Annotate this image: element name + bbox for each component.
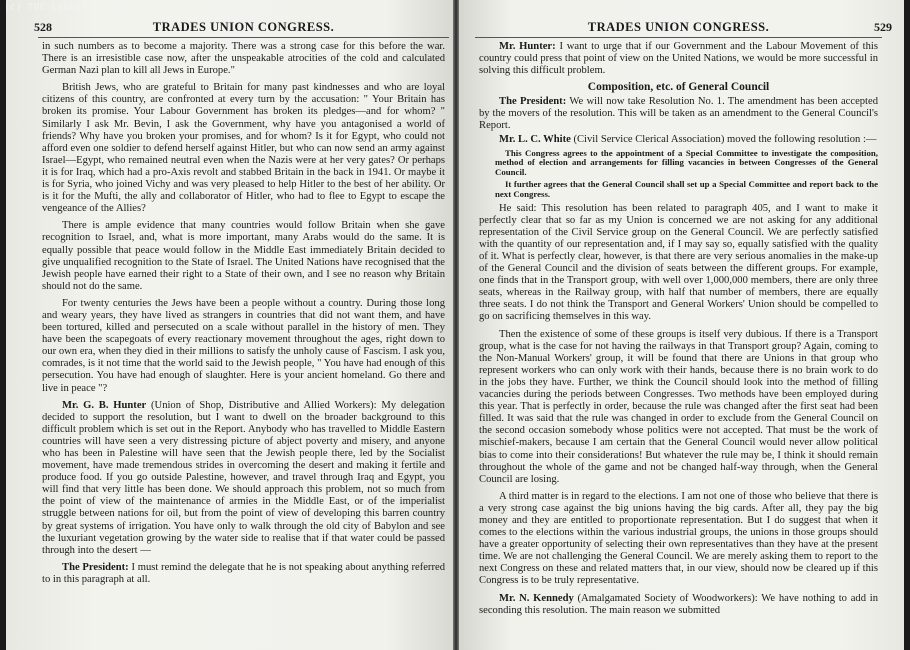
left-paragraph-2: British Jews, who are grateful to Britain for many past kindnesses and who are loyal citizens of this country, are confronted at every turn by the accusation: " Your Britain has broken its promise. Your Labour Government has broken its pledges—and for whom? " Similarly I ask Mr. Bevin, I ask the Government, why have you antagonised a world of friends? Why have you broken your promises, and for whom? Is it for Egypt, who could not afford even one soldier to defend herself against Hitler, but who can now send an army against Israel—Egypt, who remained neutral even when the Nazis were at her very gates? Or perhaps it is for Iraq, which had a pro-Axis revolt and stabbed Britain in the back in 1941. Or maybe it is for Syria, who joined Vichy and was very pleased to help Hitler to the best of her ability. Or is it for the Mufti, the ally and collaborator of Hitler, who had to flee to Egypt to escape the vengeance of the Allies? [42,82,445,215]
left-paragraph-1: in such numbers as to become a majority. There was a strong case for this before the war. There is an irresistible case now, after the unspeakable atrocities of the cold and calculated German Nazi plan to kill all Jews in Europe." [42,41,445,77]
speaker-name: Mr. G. B. Hunter [62,399,147,411]
speaker-name: Mr. L. C. White [499,133,571,145]
speech-text: I want to urge that if our Government and the Labour Movement of this country could press that point of view on the United Nations, we would be more successful in solving this difficult problem. [479,41,878,77]
speaker-affiliation: (Union of Shop, Distributive and Allied Workers): [146,399,382,411]
left-running-title: TRADES UNION CONGRESS. [152,20,335,34]
right-page-number: 529 [874,20,892,34]
left-paragraph-hunter [42,400,445,557]
speech-text: I must remind the delegate that he is not speaking about anything referred to in this paragraph at all. [42,561,445,585]
resolution-text-2: It further agrees that the General Council shall set up a Special Committee and report back to the next Congress. [495,179,878,200]
left-running-head [34,20,445,36]
speech-text: (Amalgamated Society of Woodworkers): We have nothing to add in seconding this resolution. The main reason we submitted [479,592,878,616]
left-body [42,41,445,586]
speaker-name: The President: [499,96,567,108]
speaker-name: The President: [62,561,129,573]
left-paragraph-4: For twenty centuries the Jews have been a people without a country. During those long and weary years, they have lived as strangers in countries that did not want them, and have been tortured, killed and persecuted on a scale without parallel in the history of men. They have been the scapegoats of every reactionary movement throughout the ages, right down to our own era, when they died in their millions to satisfy the unholy cause of Fascism. I ask you, comrades, is it not time that the world said to the Jewish people, " You have had enough of this persecution. You have had enough of slaughter. Here is your ancient homeland. Go there and live in peace "? [42,297,445,394]
left-paragraph-president [42,562,445,586]
right-paragraph-white [479,134,878,146]
resolution-text-1: This Congress agrees to the appointment of a Special Committee to investigate the composition, method of election and arrangements for filling vacancies in between Congresses of the General Council. [495,147,878,177]
speaker-name: Mr. N. Kennedy [499,592,574,604]
right-paragraph-president [479,96,878,132]
left-paragraph-3: There is ample evidence that many countries would follow Britain when she gave recognition to Israel, and, what is more important, many Arabs would do the same. It is equally possible that peace would follow in the Middle East immediately Britain decided to give unqualified recognition to the State of Israel. The United Nations have recognised that the Jewish people have earned their right to a State of their own, and I see no reason why Britain should not do the same. [42,220,445,292]
copyright-credit: (c) TUC Library Collections [4,2,164,13]
left-page [6,0,453,650]
right-paragraph-kennedy [479,593,878,617]
right-paragraph-2: Then the existence of some of these groups is itself very dubious. If there is a Transport group, what is the case for not having the railways in that Transport group? Again, coming to the Non-Manual Workers' group, it will be found that there are Unions in that group who represent workers who can only work with their hands, because there is no brain work to do in the jobs they have. Further, we think the Council should look into the method of filling vacancies during the periods between Congresses. Two methods have been employed during this year. That is perfectly in order, because the rule was changed after the first seat had been filled. It was said that the rule was changed in order to exclude from the General Council on the second occasion somebody whose politics were not accepted. That must be the work of mischief-makers, because I am certain that the General Council would never allow political bias to come into their considerations! But whatever the rule may be, I think it should remain throughout the whole of the game and not be changed half-way through, when the General Council are losing. [479,328,878,485]
right-paragraph-hunter [479,41,878,77]
right-body [479,41,878,617]
right-running-title: TRADES UNION CONGRESS. [587,20,770,34]
speaker-name: Mr. Hunter: [499,41,556,52]
speech-text: We will now take Resolution No. 1. The amendment has been accepted by the movers of the resolution. This will be taken as an amendment to the General Council's Report. [479,96,879,132]
speech-text: (Civil Service Clerical Association) moved the following resolution :— [570,133,877,145]
right-running-head [479,20,892,36]
right-paragraph-3: A third matter is in regard to the elections. I am not one of those who believe that there is a very strong case against the big unions having the big cards. After all, they pay the big money and they are entitled to proportionate representation. But I do suggest that when it comes to the elections within the various industrial groups, the unions in those groups should have a greater opportunity of selecting their own representatives than they have at the present time. We are not challenging the General Council. We are merely asking them to report to the next Congress on these and related matters that, in our view, should now be cleared up if this Congress is to be truly representative. [479,490,878,587]
section-heading: Composition, etc. of General Council [587,81,770,94]
right-paragraph-1: He said: This resolution has been related to paragraph 405, and I want to make it perfectly clear that so far as my Union is concerned we are not asking for any additional representation of the Civil Service group on the General Council. We are perfectly satisfied with the quantity of our representation and, if I may say so, equally satisfied with the quality of it. What is perfectly clear, however, is that there are very serious anomalies in the make-up of the General Council and the division of seats between the different groups. For example, one finds that in the Transport group, with well over 1,000,000 members, there are only three seats, whereas in the Railway group, with half that number of members, there are equally three seats. I do not think the Transport and General Workers' Union should be compelled to go on sacrificing themselves in this way. [479,202,878,323]
left-page-number: 528 [34,20,52,34]
speech-text: My delegation decided to support the resolution, but I want to dwell on the broader background to this difficult problem which is set out in the Report. Anybody who has travelled to Middle Eastern countries will have seen a very distressing picture of abject poverty and misery, and anyone who has been in Palestine will have seen that the Jewish people there, led by the Socialist movement, have made tremendous strides in overcoming the desert and making it fertile and produce food. If you go outside Palestine, however, and travel through Iraq and Egypt, you will find that very little has been done. We should approach this problem, not so much from the point of view of the maintenance of armies in the Middle East, or of the imperialist struggle between nations for oil, but from the point of view of developing this barren country by great systems of irrigation. You have only to walk through the old city of Babylon and see the luxuriant vegetation growing by the water side to realise that if that water could be passed through into the desert — [42,399,445,556]
right-page [459,0,904,650]
